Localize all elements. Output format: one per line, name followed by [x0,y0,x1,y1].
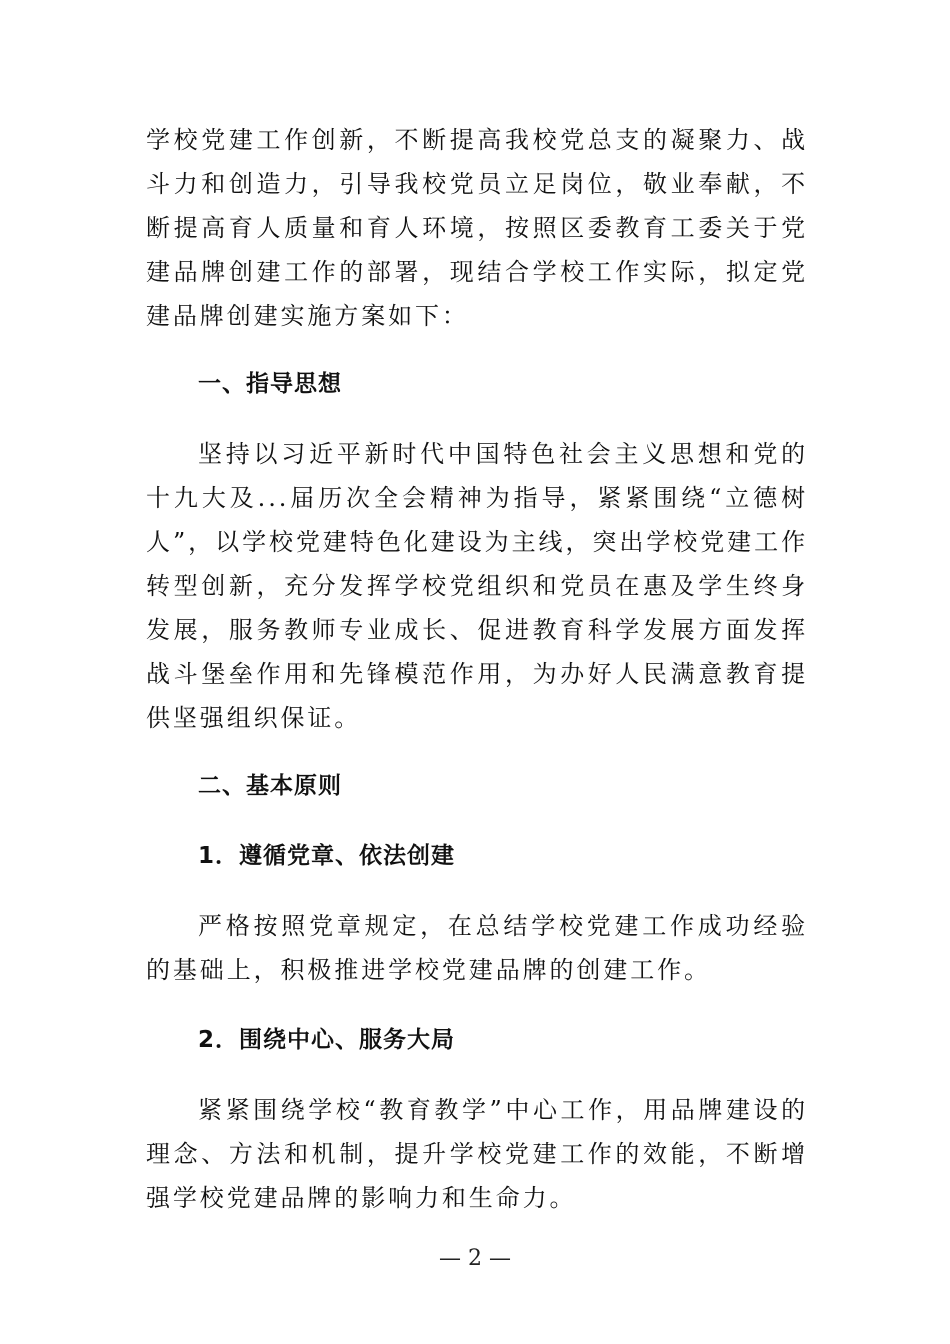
page-number: — 2 — [439,1246,511,1271]
serve-overall-situation-paragraph: 紧紧围绕学校“教育教学”中心工作，用品牌建设的理念、方法和机制，提升学校党建工作的效能，不断增强学校党建品牌的影响力和生命力。 [146,1096,808,1212]
section-heading-guiding-ideology: 一、指导思想 [198,371,342,397]
section-heading-basic-principles: 二、基本原则 [198,773,342,799]
follow-party-constitution-paragraph: 严格按照党章规定，在总结学校党建工作成功经验的基础上，积极推进学校党建品牌的创建工作。 [146,912,808,984]
document-body [146,118,808,1220]
intro-paragraph: 学校党建工作创新，不断提高我校党总支的凝聚力、战斗力和创造力，引导我校党员立足岗位，敬业奉献，不断提高育人质量和育人环境，按照区委教育工委关于党建品牌创建工作的部署，现结合学校工作实际，拟定党建品牌创建实施方案如下： [146,126,808,330]
guiding-ideology-paragraph: 坚持以习近平新时代中国特色社会主义思想和党的十九大及...届历次全会精神为指导，紧紧围绕“立德树人”，以学校党建特色化建设为主线，突出学校党建工作转型创新，充分发挥学校党组织和党员在惠及学生终身发展，服务教师专业成长、促进教育科学发展方面发挥战斗堡垒作用和先锋模范作用，为办好人民满意教育提供坚强组织保证。 [146,440,808,732]
subheading-serve-overall-situation: 2．围绕中心、服务大局 [198,1027,456,1053]
subheading-follow-party-constitution: 1．遵循党章、依法创建 [198,843,456,869]
